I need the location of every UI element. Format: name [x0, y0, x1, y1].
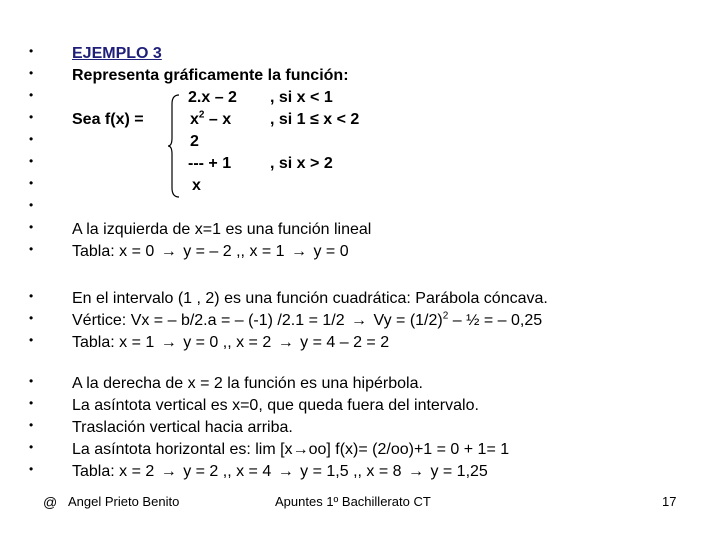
- vertical-asymptote-text: La asíntota vertical es x=0, que queda fuera del intervalo.: [72, 397, 479, 414]
- footer-author: Angel Prieto Benito: [68, 494, 180, 509]
- horizontal-asymptote-text: La asíntota horizontal es: lim [x→oo] f(x)= (2/oo)+1 = 0 + 1= 1: [72, 441, 510, 458]
- case3-fraction: --- + 1: [188, 155, 232, 172]
- bullet: •: [29, 176, 34, 190]
- linear-description: A la izquierda de x=1 es una función lineal: [72, 221, 372, 238]
- bullet: •: [29, 462, 34, 476]
- quadratic-description: En el intervalo (1 , 2) es una función cuadrática: Parábola cóncava.: [72, 290, 548, 307]
- table-quadratic: Tabla: x = 1 → y = 0 ,, x = 2 → y = 4 – 2 = 2: [72, 334, 390, 351]
- arrow-icon: →: [160, 463, 177, 480]
- bullet: •: [29, 220, 34, 234]
- arrow-icon: →: [291, 243, 308, 260]
- arrow-icon: →: [277, 463, 294, 480]
- bullet: •: [29, 132, 34, 146]
- hyperbola-description: A la derecha de x = 2 la función es una hipérbola.: [72, 375, 423, 392]
- case2-condition: , si 1 ≤ x < 2: [270, 111, 360, 128]
- vertex-line: Vértice: Vx = – b/2.a = – (-1) $/2.1 = 1/2 \to Vy = (1/2)^2$ – ½ = – 0,25: [72, 310, 543, 329]
- bullet: •: [29, 242, 34, 256]
- bullet: •: [29, 66, 34, 80]
- case3-numerator: 2: [190, 133, 199, 150]
- case2-expression: $x^2$ – x: [190, 109, 232, 128]
- arrow-icon: →: [160, 243, 177, 260]
- example-heading: EJEMPLO 3: [72, 45, 162, 62]
- bullet: •: [29, 154, 34, 168]
- arrow-icon: →: [277, 334, 294, 351]
- case1-condition: , si x < 1: [270, 89, 333, 106]
- case3-condition: , si x > 2: [270, 155, 333, 172]
- bullet: •: [29, 44, 34, 58]
- table-linear: Tabla: x = 0 → y = – 2 ,, x = 1 → y = 0: [72, 243, 349, 260]
- bullet: •: [29, 198, 34, 212]
- arrow-icon: →: [292, 441, 309, 458]
- piecewise-brace: [168, 94, 180, 198]
- bullet: •: [29, 311, 34, 325]
- instruction-text: Representa gráficamente la función:: [72, 67, 349, 84]
- function-label: Sea f(x) =: [72, 111, 144, 128]
- bullet: •: [29, 374, 34, 388]
- bullet: •: [29, 418, 34, 432]
- arrow-icon: →: [351, 312, 368, 329]
- arrow-icon: →: [407, 463, 424, 480]
- bullet: •: [29, 440, 34, 454]
- arrow-icon: →: [160, 334, 177, 351]
- page-number: 17: [662, 494, 677, 509]
- footer-course: Apuntes 1º Bachillerato CT: [275, 494, 431, 509]
- case1-expression: 2.x – 2: [188, 89, 237, 106]
- bullet: •: [29, 333, 34, 347]
- case3-denominator: x: [192, 177, 201, 194]
- copyright-symbol: @: [43, 494, 58, 510]
- bullet: •: [29, 110, 34, 124]
- bullet: •: [29, 396, 34, 410]
- bullet: •: [29, 88, 34, 102]
- bullet: •: [29, 289, 34, 303]
- table-hyperbola: Tabla: x = 2 → y = 2 ,, x = 4 → y = 1,5 ,, x = 8 → y = 1,25: [72, 463, 488, 480]
- vertical-shift-text: Traslación vertical hacia arriba.: [72, 419, 293, 436]
